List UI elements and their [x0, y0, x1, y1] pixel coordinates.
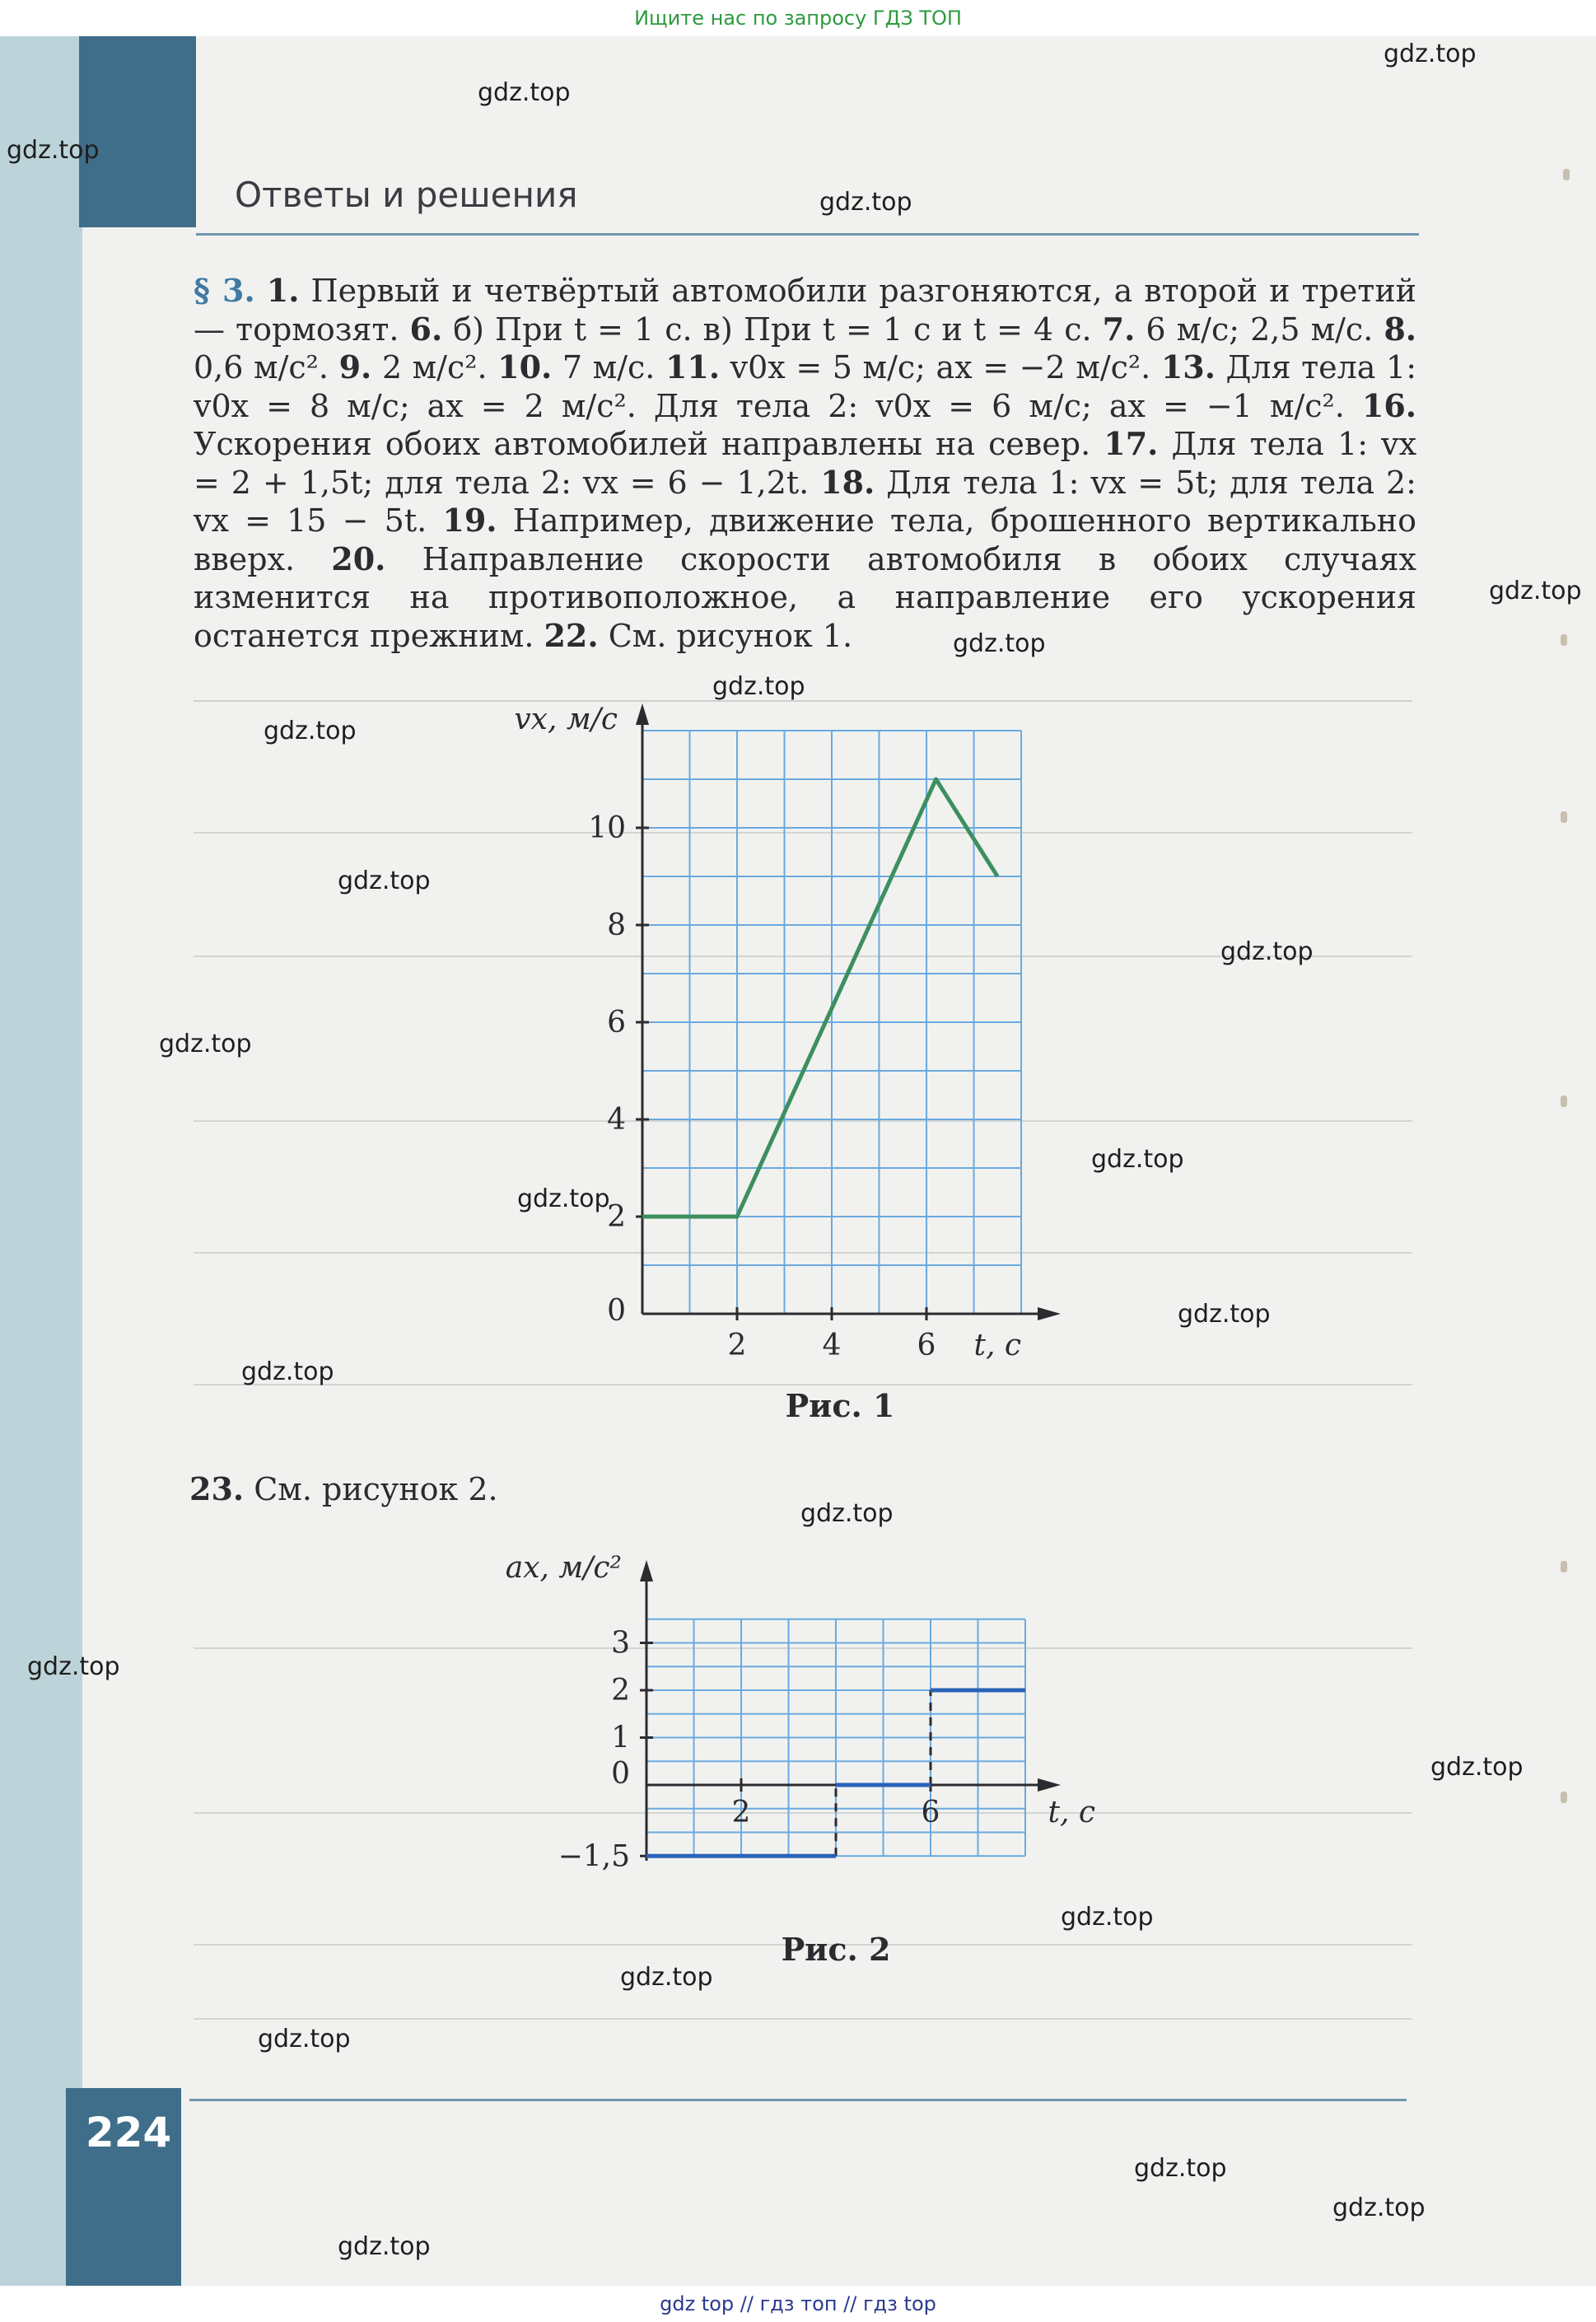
answer-text: Для тела 1: v0x = 8 м/с; ax = 2 м/с². Для тела 2: v0x = 6 м/с; ax = −1 м/с².: [194, 349, 1417, 424]
figure-caption: Рис. 2: [781, 1931, 891, 1968]
y-tick-label: 0: [607, 1294, 626, 1328]
x-tick-label: 2: [731, 1796, 751, 1829]
velocity-line: [642, 779, 997, 1217]
answer-text: Например, движение тела, брошенного вертикально вверх.: [194, 502, 1416, 577]
answer-23: [189, 1470, 498, 1507]
watermark[interactable]: gdz.top: [258, 2025, 351, 2053]
answer-text: Для тела 1: vx = 5t; для тела 2: vx = 15 − 5t.: [194, 464, 1416, 539]
watermark[interactable]: gdz.top: [241, 1357, 334, 1386]
watermark[interactable]: gdz.top: [1091, 1145, 1184, 1174]
answer-number: 6.: [409, 310, 443, 348]
x-axis-arrow: [1038, 1307, 1061, 1320]
page-title: Ответы и решения: [235, 175, 578, 215]
answer-text: Направление скорости автомобиля в обоих случаях изменится на противоположное, а направление его ускорения останется прежним.: [194, 540, 1416, 654]
answer-23-number: 23.: [189, 1470, 245, 1507]
answer-text: Первый и четвёртый автомобили разгоняются, а второй и третий — тормозят.: [194, 273, 1416, 348]
answer-number: 20.: [331, 540, 386, 577]
watermark[interactable]: gdz.top: [1489, 577, 1582, 605]
answers-body: [194, 273, 1416, 654]
edge-mark: [1561, 811, 1567, 823]
answer-text: 6 м/с; 2,5 м/с.: [1135, 311, 1384, 348]
watermark[interactable]: gdz.top: [953, 629, 1046, 658]
y-tick-label: 2: [607, 1200, 626, 1234]
edge-mark: [1563, 169, 1570, 180]
answer-number: 11.: [665, 348, 721, 385]
x-tick-label: 6: [921, 1796, 940, 1829]
answer-text: См. рисунок 1.: [598, 617, 853, 654]
y-axis-arrow: [636, 703, 649, 725]
header-rule: [196, 233, 1419, 236]
watermark[interactable]: gdz.top: [1220, 937, 1314, 966]
watermark[interactable]: gdz.top: [517, 1184, 610, 1213]
answer-number: 16.: [1361, 386, 1416, 424]
watermark[interactable]: gdz.top: [1332, 2194, 1426, 2222]
answer-text: б) При t = 1 с. в) При t = 1 с и t = 4 с.: [442, 311, 1103, 348]
y-tick-label: 3: [611, 1626, 630, 1661]
answer-text: Для тела 1: vx = 2 + 1,5t; для тела 2: vx = 6 − 1,2t.: [194, 426, 1416, 501]
answer-number: 13.: [1160, 348, 1216, 385]
watermark[interactable]: gdz.top: [338, 867, 431, 895]
footer-rule: [189, 2099, 1407, 2101]
y-tick-label: 8: [607, 909, 626, 942]
y-tick-label: 2: [611, 1674, 630, 1708]
watermark[interactable]: gdz.top: [264, 717, 357, 745]
edge-mark: [1561, 634, 1567, 646]
answer-number: 10.: [497, 348, 553, 385]
x-axis-label: t, с: [1048, 1796, 1095, 1829]
watermark[interactable]: gdz.top: [1134, 2154, 1227, 2183]
answer-number: 19.: [442, 502, 497, 539]
y-tick-label: 6: [607, 1006, 626, 1040]
answer-number: 17.: [1104, 425, 1159, 462]
answer-number: 8.: [1384, 310, 1417, 348]
page-number: 224: [85, 2109, 172, 2156]
watermark[interactable]: gdz.top: [27, 1652, 120, 1681]
x-axis-label: t, с: [973, 1329, 1021, 1362]
edge-mark: [1561, 1096, 1567, 1107]
watermark[interactable]: gdz.top: [159, 1030, 252, 1058]
answer-text: v0x = 5 м/с; ax = −2 м/с².: [720, 349, 1161, 385]
y-tick-label: 0: [611, 1757, 630, 1791]
answer-number: 7.: [1102, 310, 1136, 348]
watermark[interactable]: gdz.top: [819, 188, 912, 217]
x-tick-label: 6: [917, 1329, 936, 1362]
edge-mark: [1561, 1561, 1567, 1572]
left-page-edge: [0, 36, 82, 2286]
watermark[interactable]: gdz.top: [7, 136, 100, 165]
answer-text: 0,6 м/с².: [194, 349, 339, 385]
watermark[interactable]: gdz.top: [478, 78, 571, 107]
bottom-banner[interactable]: gdz top // гдз топ // гдз top: [0, 2286, 1596, 2322]
y-axis-label: vx, м/с: [514, 703, 618, 736]
y-tick-label: 1: [611, 1721, 630, 1755]
answer-number: 9.: [338, 348, 372, 385]
y-tick-label: 10: [588, 811, 626, 845]
watermark[interactable]: gdz.top: [800, 1499, 894, 1528]
section-mark: § 3.: [194, 272, 255, 309]
y-tick-label: −1,5: [558, 1839, 630, 1874]
header-color-bar: [79, 36, 196, 227]
top-banner[interactable]: Ищите нас по запросу ГДЗ ТОП: [0, 0, 1596, 36]
x-tick-label: 2: [727, 1329, 747, 1362]
watermark[interactable]: gdz.top: [712, 672, 805, 701]
x-tick-label: 4: [822, 1329, 842, 1362]
answer-text: Ускорения обоих автомобилей направлены на север.: [194, 426, 1104, 462]
watermark[interactable]: gdz.top: [338, 2232, 431, 2261]
watermark[interactable]: gdz.top: [620, 1963, 713, 1992]
answers-paragraph: [194, 272, 1416, 655]
watermark[interactable]: gdz.top: [1430, 1753, 1524, 1782]
y-axis-arrow: [640, 1560, 653, 1581]
edge-mark: [1561, 1792, 1567, 1803]
figure-1-velocity-graph: [461, 692, 1087, 1433]
figure-2-acceleration-graph: [461, 1532, 1136, 1993]
answer-number: 22.: [544, 616, 599, 654]
answer-23-text: См. рисунок 2.: [244, 1471, 498, 1507]
figure-caption: Рис. 1: [785, 1387, 895, 1424]
watermark[interactable]: gdz.top: [1061, 1903, 1154, 1932]
y-tick-label: 4: [607, 1103, 626, 1137]
watermark[interactable]: gdz.top: [1178, 1300, 1271, 1329]
answer-text: 2 м/с².: [371, 349, 498, 385]
x-axis-arrow: [1038, 1778, 1061, 1792]
answer-text: 7 м/с.: [552, 349, 665, 385]
y-axis-label: ax, м/с²: [505, 1551, 622, 1585]
answer-number: 1.: [266, 272, 300, 309]
answer-number: 18.: [820, 463, 875, 501]
watermark[interactable]: gdz.top: [1384, 40, 1477, 68]
